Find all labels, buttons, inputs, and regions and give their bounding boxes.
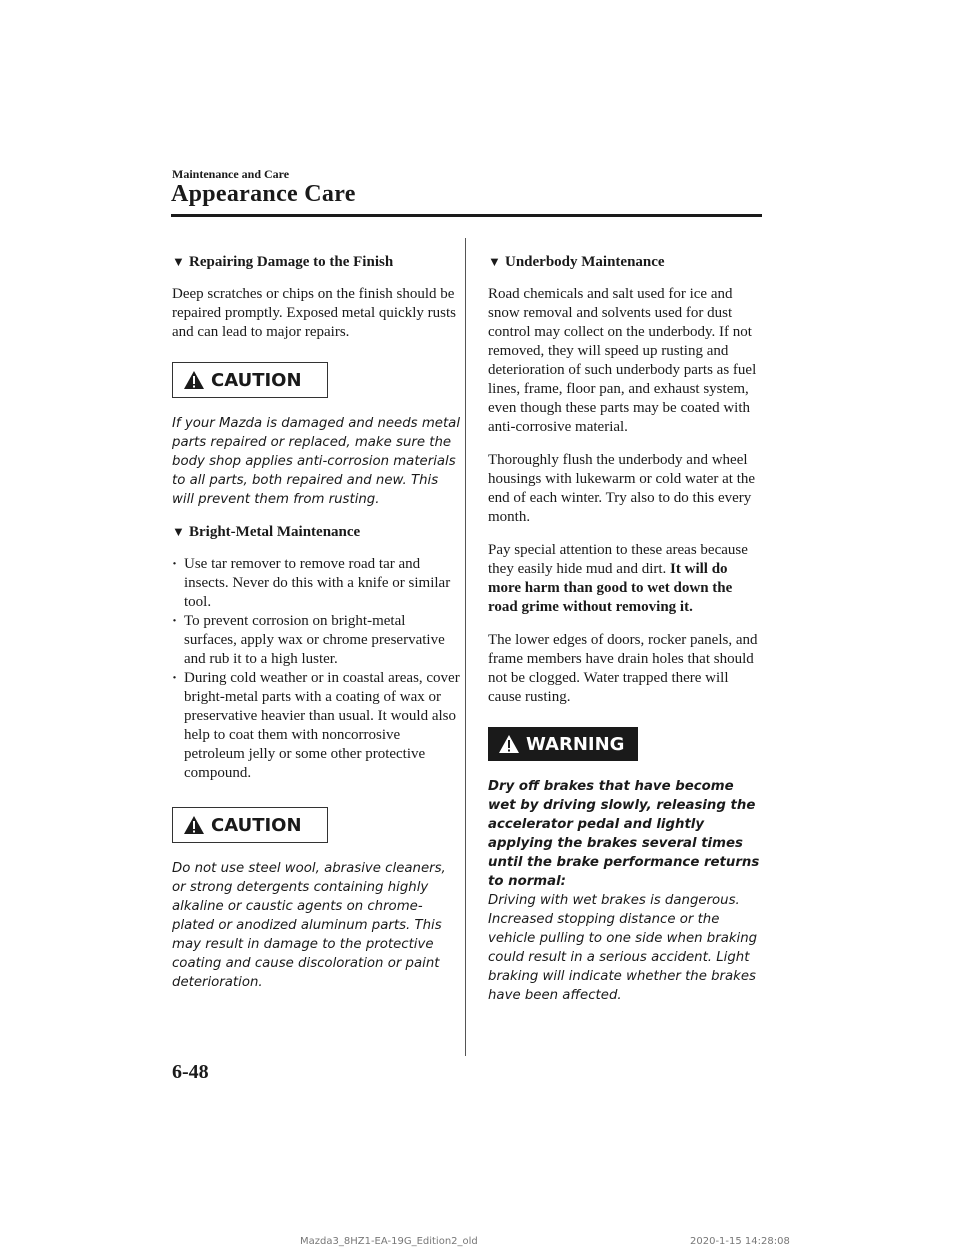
caution-text-1: If your Mazda is damaged and needs metal parts repaired or replaced, make sure the body shop applies anti-corrosion materials to all parts, both repaired and new. This will prevent them from rusting. (172, 416, 461, 507)
warning-triangle-icon (498, 734, 520, 754)
column-divider (465, 238, 466, 1056)
bright-metal-heading: ▼ Bright-Metal Maintenance (172, 524, 361, 540)
title-rule (171, 214, 762, 217)
caution-label: CAUTION (211, 814, 302, 836)
list-item: · To prevent corrosion on bright-metal surfaces, apply wax or chrome preservative and rub it to a high luster. (172, 612, 462, 669)
section-label: Maintenance and Care (172, 167, 290, 181)
left-column (172, 253, 462, 1006)
footer-timestamp: 2020-1-15 14:28:08 (690, 1236, 790, 1247)
finish-paragraph: Deep scratches or chips on the finish should be repaired promptly. Exposed metal quickly rusts and can lead to major repairs. (172, 286, 456, 340)
underbody-heading: ▼ Underbody Maintenance (488, 254, 665, 270)
emphasis-text: It will do more harm than good to wet down the road grime without removing it. (488, 561, 733, 615)
caution-label: CAUTION (211, 369, 302, 391)
list-item: · Use tar remover to remove road tar and insects. Never do this with a knife or similar tool. (172, 555, 462, 612)
list-item: · During cold weather or in coastal areas, cover bright-metal parts with a coating of wax or preservative heavier than usual. It would also help to coat them with noncorrosive petroleum jelly or some other protective compound. (172, 669, 462, 783)
footer-doc-id: Mazda3_8HZ1-EA-19G_Edition2_old (300, 1236, 478, 1247)
underbody-paragraph-2: Thoroughly flush the underbody and wheel housings with lukewarm or cold water at the end of each winter. Try also to do this every month. (488, 452, 756, 525)
triangle-down-icon: ▼ (172, 254, 185, 269)
caution-text-2: Do not use steel wool, abrasive cleaners, or strong detergents containing highly alkaline or caustic agents on chrome-plated or anodized aluminum parts. This may result in damage to the protective coating and cause discoloration or paint deterioration. (172, 861, 446, 990)
underbody-paragraph-3: Pay special attention to these areas because they easily hide mud and dirt. It will do more harm than good to wet down the road grime without removing it. (488, 542, 748, 615)
warning-label: WARNING (526, 733, 625, 755)
finish-heading: ▼ Repairing Damage to the Finish (172, 254, 394, 270)
warning-box (488, 727, 638, 761)
underbody-paragraph-1: Road chemicals and salt used for ice and snow removal and solvents used for dust control may collect on the underbody. If not removed, they will speed up rusting and deterioration of such underbody parts as fuel lines, frame, floor pan, and exhaust system, even though these parts may be coated with anti-corrosive material. (488, 286, 757, 435)
page-title: Appearance Care (171, 181, 356, 207)
warning-text: Dry off brakes that have become wet by driving slowly, releasing the accelerator pedal and lightly applying the brakes several times until the brake performance returns to normal: Driving with wet brakes is dangerous. Increased stopping distance or the vehicle pulling to one side when braking could result in a serious accident. Light braking will indicate whether the brakes have been affected. (488, 777, 764, 1005)
triangle-down-icon: ▼ (488, 254, 501, 269)
warning-emphasis: Dry off brakes that have become wet by driving slowly, releasing the accelerator pedal and lightly applying the brakes several times until the brake performance returns to normal: (488, 779, 760, 889)
warning-triangle-icon (183, 815, 205, 835)
caution-box-2 (172, 807, 328, 843)
bright-metal-list (172, 555, 462, 783)
page-number: 6-48 (172, 1061, 209, 1083)
right-column (488, 253, 764, 1019)
caution-box-1 (172, 362, 328, 398)
warning-triangle-icon (183, 370, 205, 390)
triangle-down-icon: ▼ (172, 524, 185, 539)
underbody-paragraph-4: The lower edges of doors, rocker panels, and frame members have drain holes that should not be clogged. Water trapped there will cause rusting. (488, 632, 758, 705)
